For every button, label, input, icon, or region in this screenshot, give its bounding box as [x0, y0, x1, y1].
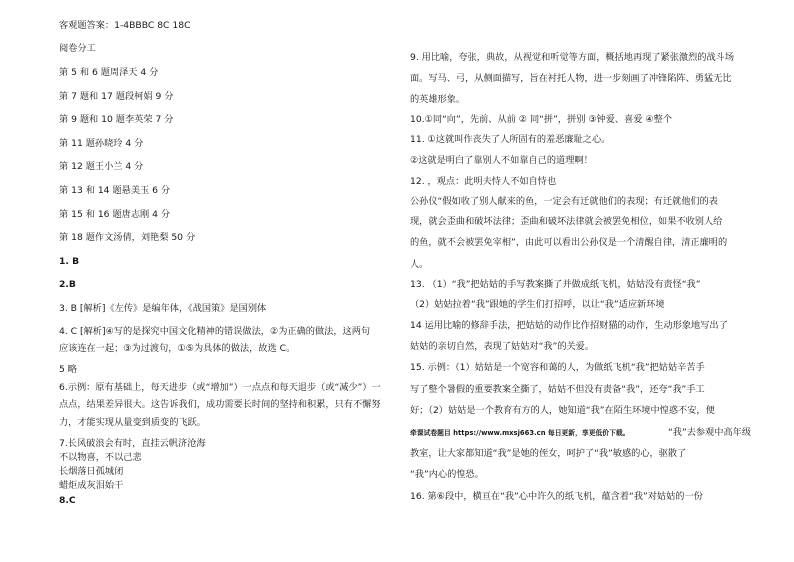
answer-6-cont: 力，才能实现从量变到质变的飞跃。	[59, 417, 206, 428]
answer-11-cont: ②这就是明白了靠别人不如靠自己的道理啊！	[410, 155, 593, 166]
answer-9: 9. 用比喻，夸张，典故，从视觉和听觉等方面，概括地再现了紧张激烈的战斗场	[410, 52, 735, 63]
answer-7-cont: 长烟落日孤城闭	[59, 466, 124, 477]
grading-line: 第 11 题孙晓玲 4 分	[59, 138, 144, 149]
grading-line: 第 5 和 6 题周泽天 4 分	[59, 67, 159, 78]
answer-3: 3. B [解析]《左传》是编年体，《战国策》是国别体	[59, 303, 267, 314]
answer-15-cont: 教室，让大家都知道“我”是她的侄女，呵护了“我”敏感的心，驱散了	[410, 448, 687, 459]
answer-2: 2.B	[59, 279, 76, 290]
answer-16: 16. 第⑥段中，横亘在“我”心中许久的纸飞机，蕴含着“我”对姑姑的一份	[410, 491, 703, 502]
answer-6: 6.示例：原有基础上，每天进步（或“增加”）一点点和每天退步（或“减少”）一	[59, 382, 381, 393]
grading-line: 第 12 题王小兰 4 分	[59, 161, 144, 172]
answer-15-cont: 好；（2）姑姑是一个教育有方的人，她知道“我”在陌生环境中惶惑不安，便	[410, 405, 715, 416]
answer-12-cont: 公孙仪“假如收了别人献来的鱼，一定会有迁就他们的表现；有迁就他们的表	[410, 196, 718, 207]
grading-line: 第 13 和 14 题悬美玉 6 分	[59, 185, 171, 196]
answer-8: 8.C	[59, 495, 76, 506]
answer-5: 5 略	[59, 364, 77, 375]
grading-line: 第 7 题和 17 题段柯娟 9 分	[59, 91, 174, 102]
answer-15-cont: “我”内心的惶恐。	[410, 469, 484, 480]
answer-9-cont: 的英雄形象。	[410, 94, 466, 105]
answer-7-cont: 蜡炬成灰泪始干	[59, 480, 124, 491]
answer-14: 14 运用比喻的修辞手法，把姑姑的动作比作招财猫的动作，生动形象地写出了	[410, 320, 728, 331]
grading-title: 阅卷分工	[59, 43, 96, 54]
answer-7: 7.长风破浪会有时，直挂云帆济沧海	[59, 438, 206, 449]
answer-15-cont: 写了整个暑假的重要教案全撕了，姑姑不但没有责备“我”，还夸“我”手工	[410, 384, 705, 395]
answer-4-cont: 应该连在一起；③为过渡句，①⑤为具体的做法，故选 C。	[59, 343, 296, 354]
answer-1: 1. B	[59, 256, 80, 267]
answer-12-cont: 人。	[410, 259, 429, 270]
answer-12-cont: 现，就会歪曲和破坏法律；歪曲和破坏法律就会被罢免相位，如果不收别人给	[410, 216, 723, 227]
answer-12: 12. ，观点：此明夫恃人不如自恃也	[410, 176, 557, 187]
answer-4: 4. C [解析]④写的是探究中国文化精神的错误做法，②为正确的做法，这两句	[59, 326, 371, 337]
grading-line: 第 9 题和 10 题李英荣 7 分	[59, 114, 174, 125]
answer-13-cont: （2）姑姑拉着“我”跟她的学生们打招呼，以让“我”适应新环境	[410, 299, 665, 310]
answer-10: 10.①同“向”，先前、从前 ② 同“拼”，拼别 ③钟爱、喜爱 ④整个	[410, 114, 673, 125]
answer-13: 13. （1）“我”把姑姑的手写教案撕了并做成纸飞机，姑姑没有责怪“我”	[410, 279, 701, 290]
grading-line: 第 15 和 16 题唐志刚 4 分	[59, 209, 171, 220]
answer-14-cont: 姑姑的亲切自然，表现了姑姑对“我”的关爱。	[410, 341, 595, 352]
answer-6-cont: 点点，结果差异很大。这告诉我们，成功需要长时间的坚持和积累，只有不懈努	[59, 399, 381, 410]
answer-12-cont: 的鱼，就不会被罢免宰相”，由此可以看出公孙仪是一个清醒自律，清正廉明的	[410, 237, 728, 248]
answer-7-cont: 不以物喜，不以己悲	[59, 452, 142, 463]
answer-11: 11. ①这就叫作丧失了人所固有的羞恶廉耻之心。	[410, 134, 611, 145]
objective-answers: 客观题答案：1-4BBBC 8C 18C	[59, 20, 191, 31]
answer-15: 15. 示例：（1）姑姑是一个宽容和蔼的人，为做纸飞机“我”把姑姑辛苦手	[410, 362, 705, 373]
answer-15-cont: “我”去参观中高年级	[668, 427, 752, 438]
answer-9-cont: 面。写马、弓，从侧面描写，旨在衬托人物，进一步刻画了冲锋陷阵、勇猛无比	[410, 73, 732, 84]
watermark-banner: 牵课试卷题目 https://www.mxsj663.cn 每日更新，享更低价下载。	[410, 429, 630, 437]
grading-line: 第 18 题作文汤倩，刘艳梨 50 分	[59, 232, 196, 243]
